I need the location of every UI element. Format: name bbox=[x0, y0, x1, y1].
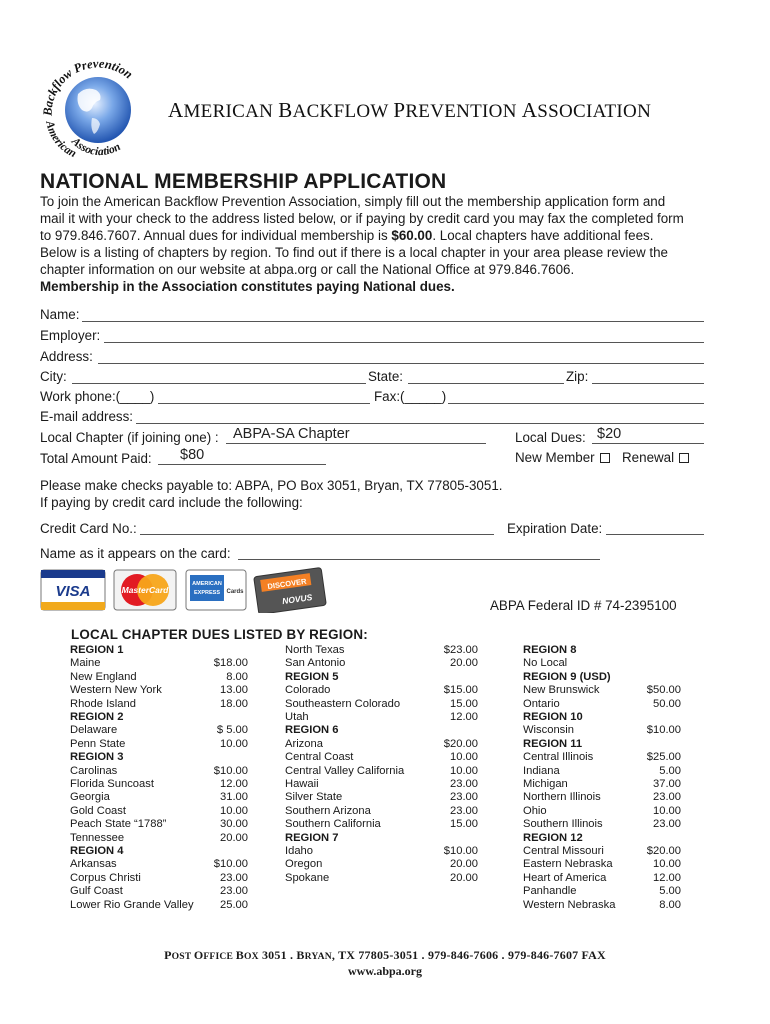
chapter-dues-amount: 23.00 bbox=[653, 818, 681, 831]
work-phone-field[interactable] bbox=[158, 403, 370, 404]
chapter-name: New Brunswick bbox=[523, 684, 600, 697]
region-heading: REGION 10 bbox=[523, 711, 583, 723]
region-heading: REGION 2 bbox=[70, 711, 124, 723]
chapter-dues-amount: 12.00 bbox=[653, 871, 681, 884]
local-dues-value: $20 bbox=[597, 426, 622, 442]
region-heading: REGION 7 bbox=[285, 831, 339, 844]
chapter-name: Western New York bbox=[70, 684, 162, 697]
email-field[interactable] bbox=[136, 423, 704, 424]
chapter-dues-amount: $25.00 bbox=[646, 751, 681, 764]
email-label: E-mail address: bbox=[40, 409, 134, 424]
svg-text:AMERICAN: AMERICAN bbox=[192, 581, 222, 587]
local-chapter-value: ABPA-SA Chapter bbox=[233, 426, 350, 442]
chapter-name: Central Missouri bbox=[523, 845, 604, 857]
chapter-dues-amount: $15.00 bbox=[443, 684, 478, 697]
chapter-name: Lower Rio Grande Valley bbox=[70, 898, 194, 911]
mastercard-logo bbox=[114, 570, 176, 610]
region-heading: REGION 8 bbox=[523, 644, 577, 656]
chapter-name: Utah bbox=[285, 711, 309, 723]
total-amount-value: $80 bbox=[180, 447, 205, 463]
chapter-dues-amount: $50.00 bbox=[646, 684, 681, 697]
credit-card-instructions: If paying by credit card include the following: bbox=[40, 495, 303, 510]
fax-field[interactable] bbox=[448, 403, 704, 404]
chapter-name: Arizona bbox=[285, 737, 323, 750]
chapter-name: Ontario bbox=[523, 697, 560, 710]
chapter-name: Heart of America bbox=[523, 871, 607, 884]
membership-note: Membership in the Association constitutes paying National dues. bbox=[40, 279, 455, 294]
chapter-name: Eastern Nebraska bbox=[523, 858, 613, 871]
chapter-name: Northern Illinois bbox=[523, 791, 601, 804]
chapter-dues-amount: $10.00 bbox=[646, 724, 681, 737]
chapter-dues-amount: $10.00 bbox=[443, 845, 478, 857]
chapter-dues-amount: $18.00 bbox=[213, 657, 248, 670]
expiration-label: Expiration Date: bbox=[507, 521, 603, 536]
chapter-name: Central Illinois bbox=[523, 751, 594, 764]
new-member-checkbox[interactable] bbox=[600, 453, 610, 463]
chapter-name: North Texas bbox=[285, 644, 345, 656]
chapter-dues-amount: 25.00 bbox=[220, 898, 248, 911]
local-dues-label: Local Dues: bbox=[515, 430, 586, 445]
local-chapter-field[interactable] bbox=[226, 443, 486, 444]
intro-paragraph: To join the American Backflow Prevention Association, simply fill out the membership application form and mail it with your check to the address listed below, or if paying by credit card you may fax the completed form to 979.846.7607. Annual dues for individual membership is $60.00. Local chapters have additional fees. Below is a listing of chapters by region. To find out if there is a local chapter in your area please review the chapter information on our website at abpa.org or call the National Office at 979.846.7606. Membership in the Association constitutes paying National dues. bbox=[40, 193, 740, 295]
chapter-name: Maine bbox=[70, 657, 101, 670]
chapter-dues-amount: 31.00 bbox=[220, 791, 248, 804]
region-heading: REGION 12 bbox=[523, 831, 583, 844]
chapter-dues-amount: $10.00 bbox=[213, 858, 248, 871]
chapter-name: Gold Coast bbox=[70, 804, 126, 817]
address-label: Address: bbox=[40, 349, 93, 364]
federal-id: ABPA Federal ID # 74-2395100 bbox=[490, 598, 677, 613]
chapter-dues-amount: 12.00 bbox=[450, 711, 478, 723]
chapter-dues-amount: 20.00 bbox=[450, 657, 478, 670]
local-dues-field[interactable] bbox=[592, 443, 704, 444]
chapter-name: Arkansas bbox=[70, 858, 117, 871]
chapter-name: Ohio bbox=[523, 804, 547, 817]
discover-novus-logo bbox=[254, 567, 327, 613]
region-heading: REGION 4 bbox=[70, 845, 124, 857]
chapter-dues-amount: 23.00 bbox=[450, 804, 478, 817]
footer-website[interactable]: www.abpa.org bbox=[347, 964, 422, 978]
chapter-name: Georgia bbox=[70, 791, 110, 804]
chapter-dues-amount: 10.00 bbox=[450, 751, 478, 764]
association-name: AMERICAN BACKFLOW PREVENTION ASSOCIATION bbox=[168, 98, 652, 122]
local-chapter-label: Local Chapter (if joining one) : bbox=[40, 430, 219, 445]
chapter-name: Carolinas bbox=[70, 764, 118, 777]
chapter-dues-amount: 23.00 bbox=[653, 791, 681, 804]
chapter-dues-amount: 23.00 bbox=[450, 778, 478, 790]
chapter-dues-amount: 20.00 bbox=[450, 871, 478, 884]
chapter-name: Penn State bbox=[70, 737, 126, 750]
zip-field[interactable] bbox=[592, 383, 704, 384]
chapter-name: Western Nebraska bbox=[523, 898, 616, 911]
region-heading: REGION 1 bbox=[70, 644, 124, 656]
chapter-dues-amount: 30.00 bbox=[220, 818, 248, 831]
chapter-name: Peach State “1788” bbox=[70, 818, 167, 831]
svg-text:NOVUS: NOVUS bbox=[281, 592, 313, 607]
chapter-dues-amount: 15.00 bbox=[450, 818, 478, 831]
chapter-dues-amount: 10.00 bbox=[220, 804, 248, 817]
chapter-dues-amount: 23.00 bbox=[450, 791, 478, 804]
svg-text:Cards: Cards bbox=[226, 589, 244, 595]
chapter-dues-amount: 18.00 bbox=[220, 697, 248, 710]
name-on-card-field[interactable] bbox=[238, 559, 600, 560]
chapter-name: Spokane bbox=[285, 871, 330, 884]
chapter-name: Colorado bbox=[285, 684, 331, 697]
employer-label: Employer: bbox=[40, 328, 101, 343]
chapter-name: Indiana bbox=[523, 764, 560, 777]
expiration-field[interactable] bbox=[606, 534, 704, 535]
region-heading: REGION 9 (USD) bbox=[523, 670, 611, 683]
chapter-name: Wisconsin bbox=[523, 724, 574, 737]
card-number-label: Credit Card No.: bbox=[40, 521, 137, 536]
dues-section-title: LOCAL CHAPTER DUES LISTED BY REGION: bbox=[71, 627, 368, 642]
chapter-name: Florida Suncoast bbox=[70, 778, 154, 790]
chapter-dues-amount: 50.00 bbox=[653, 697, 681, 710]
region-heading: REGION 6 bbox=[285, 724, 339, 737]
chapter-dues-amount: 10.00 bbox=[653, 858, 681, 871]
chapter-name: Delaware bbox=[70, 724, 118, 737]
chapter-dues-amount: 10.00 bbox=[450, 764, 478, 777]
chapter-dues-amount: 20.00 bbox=[220, 831, 248, 844]
city-field[interactable] bbox=[72, 383, 366, 384]
chapter-dues-amount: 20.00 bbox=[450, 858, 478, 871]
chapter-name: Southeastern Colorado bbox=[285, 697, 401, 710]
chapter-dues-amount: 5.00 bbox=[659, 885, 681, 898]
chapter-dues-amount: 23.00 bbox=[220, 885, 248, 898]
chapter-name: Corpus Christi bbox=[70, 871, 141, 884]
chapter-name: Oregon bbox=[285, 858, 323, 871]
fax-label: Fax:(_____) bbox=[374, 389, 447, 404]
svg-text:MasterCard: MasterCard bbox=[121, 585, 169, 595]
address-field[interactable] bbox=[98, 363, 704, 364]
total-amount-field[interactable] bbox=[158, 464, 326, 465]
abpa-logo bbox=[32, 50, 156, 166]
chapter-name: No Local bbox=[523, 657, 568, 670]
globe-graphic bbox=[65, 77, 131, 143]
chapter-name: Central Valley California bbox=[285, 764, 405, 777]
svg-text:EXPRESS: EXPRESS bbox=[194, 590, 220, 596]
chapter-name: San Antonio bbox=[285, 657, 346, 670]
chapter-dues-amount: 8.00 bbox=[226, 670, 248, 683]
chapter-dues-amount: $20.00 bbox=[646, 845, 681, 857]
work-phone-label: Work phone:(____) bbox=[40, 389, 155, 404]
amex-card-logo bbox=[186, 570, 246, 610]
chapter-dues-amount: 37.00 bbox=[653, 778, 681, 790]
svg-text:Backflow Prevention: Backflow Prevention bbox=[40, 56, 136, 117]
chapter-dues-amount: 5.00 bbox=[659, 764, 681, 777]
accepted-cards bbox=[40, 567, 330, 613]
chapter-name: Hawaii bbox=[285, 778, 319, 790]
checks-payable-text: Please make checks payable to: ABPA, PO Box 3051, Bryan, TX 77805-3051. bbox=[40, 478, 503, 493]
chapter-name: Southern California bbox=[285, 818, 381, 831]
total-amount-label: Total Amount Paid: bbox=[40, 451, 152, 466]
region-heading: REGION 3 bbox=[70, 751, 124, 764]
chapter-dues-amount: $ 5.00 bbox=[216, 724, 248, 737]
chapter-name: Rhode Island bbox=[70, 697, 136, 710]
new-member-option[interactable]: New Member bbox=[515, 450, 610, 465]
chapter-name: Central Coast bbox=[285, 751, 354, 764]
svg-text:VISA: VISA bbox=[55, 583, 91, 600]
state-label: State: bbox=[368, 369, 403, 384]
chapter-name: Southern Illinois bbox=[523, 818, 603, 831]
employer-field[interactable] bbox=[104, 342, 704, 343]
chapter-dues-amount: $20.00 bbox=[443, 737, 478, 750]
region-heading: REGION 5 bbox=[285, 670, 339, 683]
chapter-dues-amount: 10.00 bbox=[653, 804, 681, 817]
chapter-dues-amount: $10.00 bbox=[213, 764, 248, 777]
chapter-name: Silver State bbox=[285, 791, 343, 804]
renewal-checkbox[interactable] bbox=[679, 453, 689, 463]
chapter-name: New England bbox=[70, 670, 137, 683]
form-title: NATIONAL MEMBERSHIP APPLICATION bbox=[40, 170, 447, 193]
name-label: Name: bbox=[40, 307, 80, 322]
chapter-name: Tennessee bbox=[70, 831, 125, 844]
chapter-dues-amount: 15.00 bbox=[450, 697, 478, 710]
visa-card-logo bbox=[41, 570, 105, 610]
footer-address: POST OFFICE BOX 3051 . BRYAN, TX 77805-3051 . 979-846-7606 . 979-846-7607 FAX bbox=[164, 948, 606, 962]
chapter-name: Michigan bbox=[523, 778, 568, 790]
chapter-dues-amount: 10.00 bbox=[220, 737, 248, 750]
city-label: City: bbox=[40, 369, 67, 384]
chapter-dues-amount: 13.00 bbox=[220, 684, 248, 697]
zip-label: Zip: bbox=[566, 369, 589, 384]
name-on-card-label: Name as it appears on the card: bbox=[40, 546, 231, 561]
svg-text:Association: Association bbox=[69, 135, 123, 159]
chapter-dues-amount: $23.00 bbox=[443, 644, 478, 656]
state-field[interactable] bbox=[408, 383, 564, 384]
region-heading: REGION 11 bbox=[523, 737, 583, 750]
svg-text:DISCOVER: DISCOVER bbox=[266, 576, 308, 592]
chapter-dues-amount: 23.00 bbox=[220, 871, 248, 884]
chapter-name: Panhandle bbox=[523, 885, 577, 898]
chapter-dues-amount: 12.00 bbox=[220, 778, 248, 790]
chapter-name: Southern Arizona bbox=[285, 804, 371, 817]
chapter-name: Idaho bbox=[285, 845, 313, 857]
svg-text:American: American bbox=[43, 119, 79, 161]
chapter-dues-amount: 8.00 bbox=[659, 898, 681, 911]
chapter-name: Gulf Coast bbox=[70, 885, 123, 898]
name-field[interactable] bbox=[82, 321, 704, 322]
renewal-option[interactable]: Renewal bbox=[622, 450, 689, 465]
card-number-field[interactable] bbox=[140, 534, 494, 535]
